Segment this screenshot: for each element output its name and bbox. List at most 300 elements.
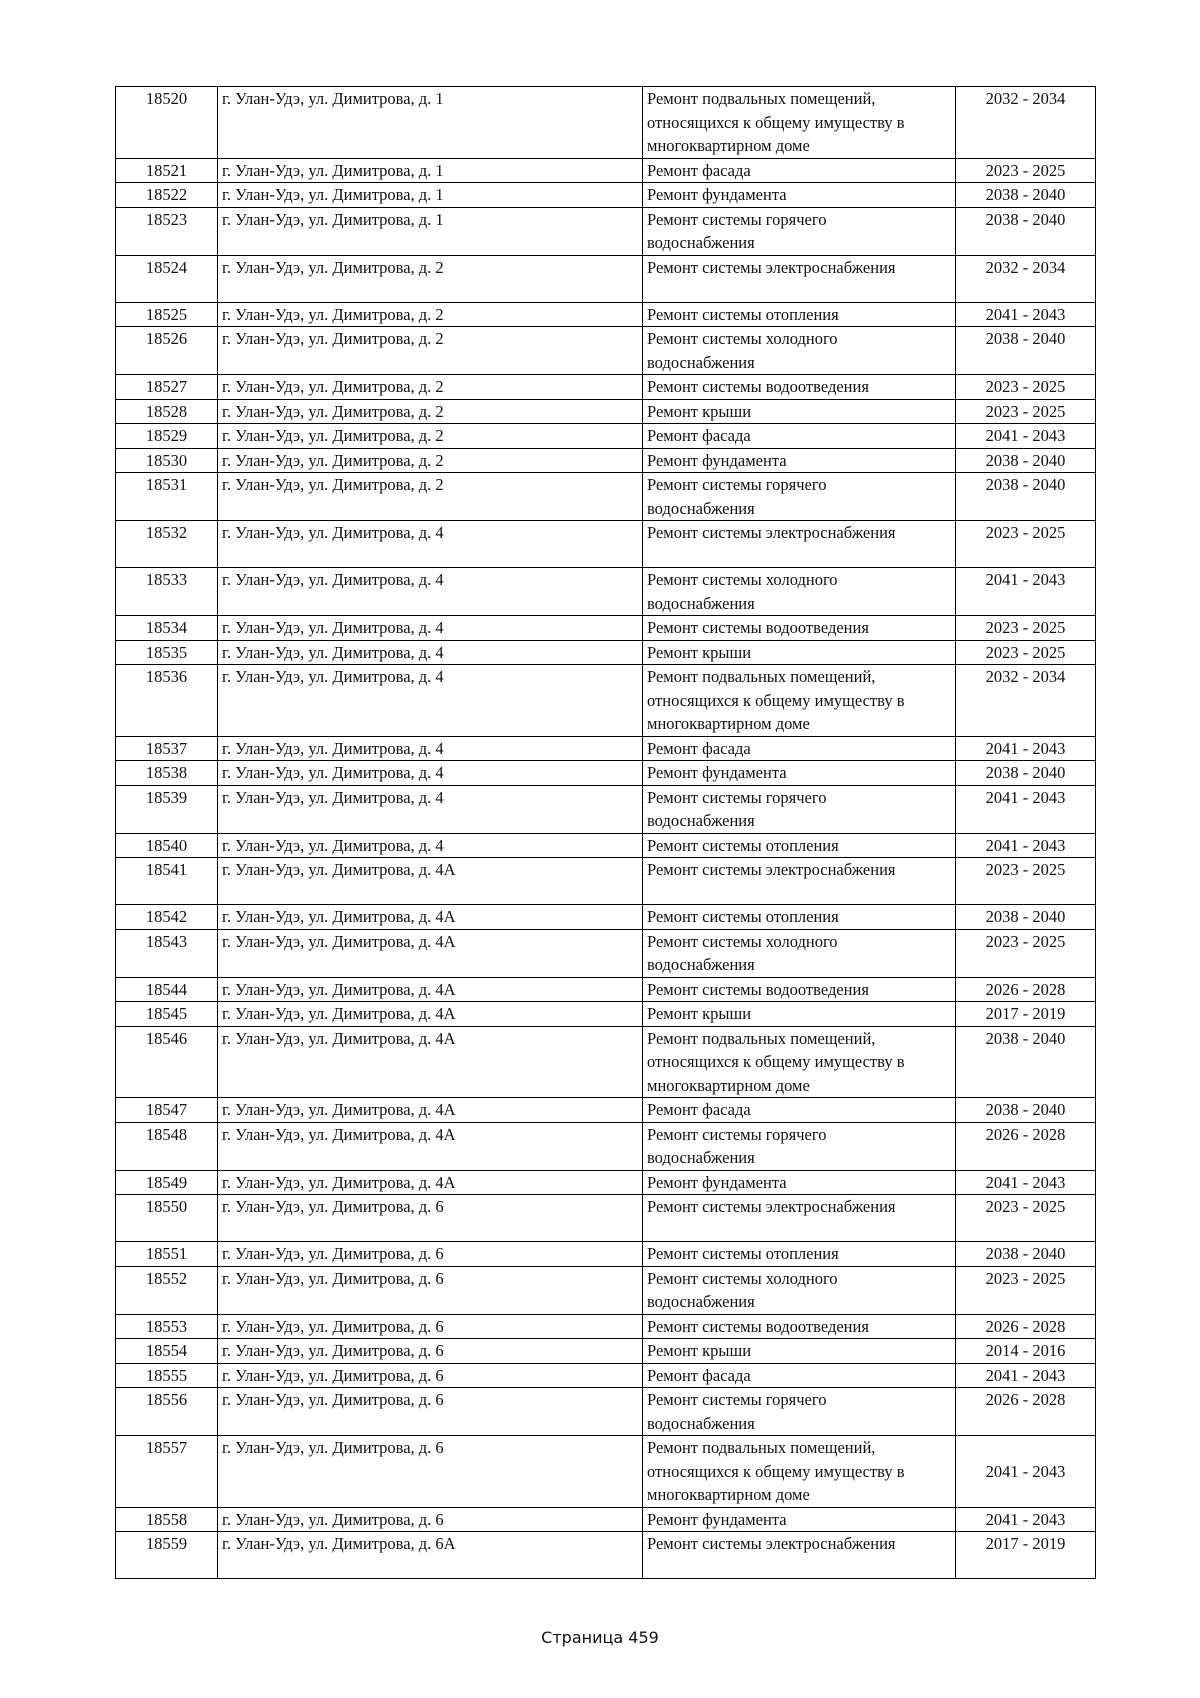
address-cell	[218, 1242, 643, 1267]
address-cell	[218, 375, 643, 400]
address-text: г. Улан-Удэ, ул. Димитрова, д. 1	[222, 185, 444, 204]
row-number-cell	[116, 929, 218, 977]
work-type-text: Ремонт фасада	[647, 426, 751, 445]
row-number-cell	[116, 568, 218, 616]
address-cell	[218, 1507, 643, 1532]
work-type-cell	[643, 1507, 956, 1532]
table-row	[116, 858, 1096, 905]
row-number-text: 18534	[145, 618, 188, 637]
period-text: 2041 - 2043	[985, 1461, 1066, 1481]
row-number-text: 18531	[145, 475, 188, 494]
address-cell	[218, 1388, 643, 1436]
work-type-cell	[643, 1314, 956, 1339]
period-cell	[956, 616, 1096, 641]
table-row	[116, 1122, 1096, 1170]
row-number-text: 18550	[145, 1197, 188, 1216]
period-cell	[956, 424, 1096, 449]
table-row	[116, 1507, 1096, 1532]
table-row	[116, 1170, 1096, 1195]
period-cell	[956, 1098, 1096, 1123]
address-text: г. Улан-Удэ, ул. Димитрова, д. 2	[222, 426, 444, 445]
row-number-cell	[116, 761, 218, 786]
address-cell	[218, 858, 643, 905]
work-type-text: Ремонт системы отопления	[647, 304, 839, 324]
work-type-cell	[643, 158, 956, 183]
period-text: 2014 - 2016	[985, 1341, 1066, 1360]
work-type-text: Ремонт системы горячего водоснабжения	[647, 475, 827, 518]
row-number-text: 18549	[145, 1172, 188, 1192]
address-text: г. Улан-Удэ, ул. Димитрова, д. 6А	[222, 1534, 456, 1553]
period-cell	[956, 977, 1096, 1002]
address-text: г. Улан-Удэ, ул. Димитрова, д. 4А	[222, 1124, 456, 1144]
row-number-cell	[116, 905, 218, 930]
table-body	[116, 87, 1096, 1579]
work-type-cell	[643, 616, 956, 641]
row-number-cell	[116, 858, 218, 905]
period-cell	[956, 255, 1096, 302]
table-row	[116, 1026, 1096, 1098]
address-cell	[218, 448, 643, 473]
table-row	[116, 1314, 1096, 1339]
row-number-cell	[116, 1314, 218, 1339]
period-text: 2017 - 2019	[985, 1534, 1066, 1553]
address-text: г. Улан-Удэ, ул. Димитрова, д. 4А	[222, 979, 456, 999]
address-text: г. Улан-Удэ, ул. Димитрова, д. 6	[222, 1244, 444, 1263]
period-text: 2023 - 2025	[985, 642, 1066, 662]
table-row	[116, 665, 1096, 737]
address-text: г. Улан-Удэ, ул. Димитрова, д. 4А	[222, 931, 456, 951]
period-cell	[956, 1314, 1096, 1339]
address-cell	[218, 977, 643, 1002]
table-row	[116, 1242, 1096, 1267]
period-text: 2038 - 2040	[985, 209, 1066, 229]
address-cell	[218, 616, 643, 641]
row-number-text: 18536	[145, 667, 188, 686]
period-text: 2017 - 2019	[985, 1004, 1066, 1023]
row-number-cell	[116, 1098, 218, 1123]
address-cell	[218, 1436, 643, 1508]
address-cell	[218, 568, 643, 616]
table-row	[116, 736, 1096, 761]
address-cell	[218, 1532, 643, 1579]
period-cell	[956, 568, 1096, 616]
work-type-text: Ремонт крыши	[647, 1341, 752, 1360]
address-text: г. Улан-Удэ, ул. Димитрова, д. 4	[222, 787, 444, 807]
address-text: г. Улан-Удэ, ул. Димитрова, д. 1	[222, 209, 444, 229]
table-row	[116, 1002, 1096, 1027]
work-type-cell	[643, 1532, 956, 1579]
row-number-text: 18532	[145, 523, 188, 542]
period-cell	[956, 448, 1096, 473]
row-number-cell	[116, 375, 218, 400]
period-cell	[956, 785, 1096, 833]
work-type-cell	[643, 785, 956, 833]
row-number-cell	[116, 1266, 218, 1314]
row-number-cell	[116, 1195, 218, 1242]
row-number-text: 18538	[145, 763, 188, 782]
period-cell	[956, 640, 1096, 665]
work-type-cell	[643, 448, 956, 473]
row-number-text: 18558	[145, 1509, 188, 1529]
work-type-text: Ремонт крыши	[647, 1004, 752, 1023]
work-type-cell	[643, 302, 956, 327]
work-type-text: Ремонт подвальных помещений, относящихся к общему имуществу в многоквартирном доме	[647, 667, 905, 733]
address-cell	[218, 665, 643, 737]
row-number-cell	[116, 616, 218, 641]
row-number-cell	[116, 785, 218, 833]
address-text: г. Улан-Удэ, ул. Димитрова, д. 2	[222, 401, 444, 421]
row-number-text: 18537	[145, 738, 188, 758]
period-text: 2038 - 2040	[985, 329, 1066, 348]
period-cell	[956, 1026, 1096, 1098]
work-type-cell	[643, 327, 956, 375]
address-text: г. Улан-Удэ, ул. Димитрова, д. 2	[222, 475, 444, 494]
work-type-cell	[643, 1098, 956, 1123]
address-cell	[218, 1098, 643, 1123]
period-cell	[956, 1266, 1096, 1314]
address-cell	[218, 833, 643, 858]
address-text: г. Улан-Удэ, ул. Димитрова, д. 4	[222, 738, 444, 758]
address-cell	[218, 640, 643, 665]
work-type-text: Ремонт фундамента	[647, 763, 787, 782]
address-text: г. Улан-Удэ, ул. Димитрова, д. 6	[222, 1438, 444, 1457]
work-type-cell	[643, 1195, 956, 1242]
work-type-cell	[643, 424, 956, 449]
row-number-text: 18547	[145, 1100, 188, 1119]
row-number-cell	[116, 1339, 218, 1364]
work-type-cell	[643, 833, 956, 858]
address-text: г. Улан-Удэ, ул. Димитрова, д. 6	[222, 1316, 444, 1336]
row-number-cell	[116, 1002, 218, 1027]
work-type-cell	[643, 1122, 956, 1170]
table-row	[116, 1195, 1096, 1242]
address-text: г. Улан-Удэ, ул. Димитрова, д. 2	[222, 377, 444, 396]
period-text: 2038 - 2040	[985, 907, 1066, 926]
period-text: 2041 - 2043	[985, 304, 1066, 324]
address-cell	[218, 1122, 643, 1170]
row-number-text: 18525	[145, 304, 188, 324]
work-type-text: Ремонт фасада	[647, 160, 751, 180]
row-number-cell	[116, 424, 218, 449]
row-number-text: 18559	[145, 1534, 188, 1553]
table-row	[116, 1436, 1096, 1508]
table-row	[116, 399, 1096, 424]
table-row	[116, 327, 1096, 375]
table-row	[116, 255, 1096, 302]
work-type-text: Ремонт фасада	[647, 738, 751, 758]
period-text: 2038 - 2040	[985, 450, 1066, 470]
period-cell	[956, 1363, 1096, 1388]
work-type-cell	[643, 1170, 956, 1195]
row-number-text: 18540	[145, 835, 188, 855]
period-text: 2032 - 2034	[985, 257, 1066, 277]
period-text: 2026 - 2028	[985, 1390, 1066, 1409]
row-number-text: 18527	[145, 377, 188, 396]
address-cell	[218, 1339, 643, 1364]
period-text: 2023 - 2025	[985, 401, 1066, 421]
address-cell	[218, 736, 643, 761]
period-text: 2026 - 2028	[985, 1124, 1066, 1144]
address-cell	[218, 1170, 643, 1195]
period-cell	[956, 1122, 1096, 1170]
work-type-text: Ремонт системы холодного водоснабжения	[647, 931, 838, 974]
address-text: г. Улан-Удэ, ул. Димитрова, д. 1	[222, 89, 444, 108]
work-type-cell	[643, 1363, 956, 1388]
work-type-text: Ремонт системы холодного водоснабжения	[647, 1268, 838, 1311]
row-number-cell	[116, 1388, 218, 1436]
address-cell	[218, 399, 643, 424]
address-text: г. Улан-Удэ, ул. Димитрова, д. 6	[222, 1390, 444, 1409]
row-number-cell	[116, 833, 218, 858]
table-row	[116, 521, 1096, 568]
address-cell	[218, 302, 643, 327]
period-cell	[956, 87, 1096, 159]
period-text: 2041 - 2043	[985, 787, 1066, 807]
period-cell	[956, 929, 1096, 977]
row-number-text: 18524	[145, 257, 188, 277]
work-type-cell	[643, 761, 956, 786]
work-type-cell	[643, 1388, 956, 1436]
period-text: 2038 - 2040	[985, 1244, 1066, 1263]
row-number-cell	[116, 87, 218, 159]
period-cell	[956, 375, 1096, 400]
row-number-text: 18521	[145, 160, 188, 180]
table-row	[116, 448, 1096, 473]
period-cell	[956, 905, 1096, 930]
period-cell	[956, 1507, 1096, 1532]
period-cell	[956, 736, 1096, 761]
period-cell	[956, 302, 1096, 327]
period-text: 2023 - 2025	[985, 1268, 1066, 1288]
address-text: г. Улан-Удэ, ул. Димитрова, д. 4	[222, 570, 444, 589]
table-row	[116, 424, 1096, 449]
address-cell	[218, 1363, 643, 1388]
address-cell	[218, 785, 643, 833]
period-text: 2041 - 2043	[985, 738, 1066, 758]
table-row	[116, 158, 1096, 183]
period-text: 2041 - 2043	[985, 1172, 1066, 1192]
row-number-text: 18535	[145, 642, 188, 662]
row-number-text: 18545	[145, 1004, 188, 1023]
address-text: г. Улан-Удэ, ул. Димитрова, д. 4А	[222, 1100, 456, 1119]
work-type-cell	[643, 255, 956, 302]
period-cell	[956, 158, 1096, 183]
row-number-cell	[116, 448, 218, 473]
row-number-cell	[116, 736, 218, 761]
row-number-cell	[116, 521, 218, 568]
address-text: г. Улан-Удэ, ул. Димитрова, д. 4	[222, 618, 444, 637]
row-number-text: 18528	[145, 401, 188, 421]
row-number-text: 18530	[145, 450, 188, 470]
row-number-cell	[116, 1026, 218, 1098]
row-number-cell	[116, 1532, 218, 1579]
row-number-cell	[116, 1242, 218, 1267]
period-cell	[956, 833, 1096, 858]
period-cell	[956, 1339, 1096, 1364]
row-number-text: 18539	[145, 787, 188, 807]
work-type-cell	[643, 568, 956, 616]
table-row	[116, 183, 1096, 208]
row-number-text: 18546	[145, 1028, 188, 1048]
table-row	[116, 1266, 1096, 1314]
period-cell	[956, 1002, 1096, 1027]
work-type-cell	[643, 929, 956, 977]
period-cell	[956, 183, 1096, 208]
repair-schedule-table	[115, 86, 1096, 1579]
table-row	[116, 568, 1096, 616]
work-type-cell	[643, 399, 956, 424]
period-cell	[956, 1242, 1096, 1267]
row-number-cell	[116, 1122, 218, 1170]
period-text: 2041 - 2043	[985, 570, 1066, 589]
row-number-text: 18520	[145, 89, 188, 108]
period-text: 2023 - 2025	[985, 523, 1066, 542]
period-text: 2041 - 2043	[985, 1509, 1066, 1529]
address-cell	[218, 1314, 643, 1339]
period-cell	[956, 473, 1096, 521]
table-row	[116, 1098, 1096, 1123]
work-type-text: Ремонт системы отопления	[647, 907, 839, 926]
work-type-cell	[643, 1242, 956, 1267]
table-row	[116, 785, 1096, 833]
address-text: г. Улан-Удэ, ул. Димитрова, д. 4	[222, 523, 444, 542]
row-number-text: 18541	[145, 860, 188, 879]
work-type-text: Ремонт системы горячего водоснабжения	[647, 787, 827, 830]
address-text: г. Улан-Удэ, ул. Димитрова, д. 4	[222, 642, 444, 662]
work-type-text: Ремонт фундамента	[647, 185, 787, 204]
work-type-text: Ремонт системы водоотведения	[647, 1316, 869, 1336]
address-text: г. Улан-Удэ, ул. Димитрова, д. 2	[222, 304, 444, 324]
work-type-cell	[643, 640, 956, 665]
period-cell	[956, 1532, 1096, 1579]
work-type-text: Ремонт крыши	[647, 642, 752, 662]
page-number-label: Страница 459	[541, 1628, 659, 1647]
work-type-text: Ремонт фундамента	[647, 1509, 787, 1529]
address-cell	[218, 1026, 643, 1098]
period-text: 2038 - 2040	[985, 185, 1066, 204]
address-cell	[218, 521, 643, 568]
work-type-text: Ремонт системы водоотведения	[647, 618, 869, 637]
work-type-cell	[643, 736, 956, 761]
row-number-text: 18551	[145, 1244, 188, 1263]
address-cell	[218, 1002, 643, 1027]
table-row	[116, 207, 1096, 255]
row-number-text: 18556	[145, 1390, 188, 1409]
address-cell	[218, 327, 643, 375]
work-type-cell	[643, 375, 956, 400]
period-text: 2023 - 2025	[985, 860, 1066, 879]
address-cell	[218, 473, 643, 521]
table-row	[116, 87, 1096, 159]
work-type-text: Ремонт фундамента	[647, 1172, 787, 1192]
work-type-text: Ремонт подвальных помещений, относящихся к общему имуществу в многоквартирном доме	[647, 1028, 905, 1095]
row-number-cell	[116, 207, 218, 255]
period-text: 2041 - 2043	[985, 1365, 1066, 1385]
address-cell	[218, 1266, 643, 1314]
table-row	[116, 977, 1096, 1002]
work-type-cell	[643, 905, 956, 930]
address-text: г. Улан-Удэ, ул. Димитрова, д. 6	[222, 1365, 444, 1385]
table-row	[116, 375, 1096, 400]
period-cell	[956, 327, 1096, 375]
work-type-cell	[643, 87, 956, 159]
work-type-text: Ремонт системы электроснабжения	[647, 860, 896, 879]
address-cell	[218, 255, 643, 302]
table-row	[116, 616, 1096, 641]
row-number-text: 18523	[145, 209, 188, 229]
address-text: г. Улан-Удэ, ул. Димитрова, д. 6	[222, 1268, 444, 1288]
address-cell	[218, 207, 643, 255]
row-number-cell	[116, 640, 218, 665]
row-number-cell	[116, 327, 218, 375]
period-text: 2038 - 2040	[985, 763, 1066, 782]
address-text: г. Улан-Удэ, ул. Димитрова, д. 4А	[222, 1004, 456, 1023]
work-type-cell	[643, 1002, 956, 1027]
table-row	[116, 929, 1096, 977]
table-row	[116, 640, 1096, 665]
table-row	[116, 905, 1096, 930]
period-cell	[956, 207, 1096, 255]
table-row	[116, 1388, 1096, 1436]
period-text: 2026 - 2028	[985, 979, 1066, 999]
work-type-cell	[643, 1436, 956, 1508]
work-type-text: Ремонт системы холодного водоснабжения	[647, 570, 838, 613]
work-type-text: Ремонт системы электроснабжения	[647, 257, 896, 277]
period-cell	[956, 1388, 1096, 1436]
work-type-text: Ремонт системы холодного водоснабжения	[647, 329, 838, 372]
row-number-text: 18548	[145, 1124, 188, 1144]
work-type-text: Ремонт фундамента	[647, 450, 787, 470]
work-type-text: Ремонт подвальных помещений, относящихся к общему имуществу в многоквартирном доме	[647, 1438, 905, 1504]
address-cell	[218, 424, 643, 449]
row-number-text: 18543	[145, 931, 188, 951]
work-type-cell	[643, 665, 956, 737]
period-text: 2032 - 2034	[985, 667, 1066, 686]
period-text: 2023 - 2025	[985, 377, 1066, 396]
row-number-cell	[116, 665, 218, 737]
work-type-text: Ремонт системы горячего водоснабжения	[647, 209, 827, 252]
page-footer	[0, 1628, 1200, 1647]
period-cell	[956, 399, 1096, 424]
work-type-text: Ремонт системы водоотведения	[647, 979, 869, 999]
row-number-cell	[116, 183, 218, 208]
period-text: 2041 - 2043	[985, 426, 1066, 445]
period-text: 2032 - 2034	[985, 89, 1066, 108]
work-type-text: Ремонт системы отопления	[647, 1244, 839, 1263]
work-type-text: Ремонт крыши	[647, 401, 752, 421]
address-text: г. Улан-Удэ, ул. Димитрова, д. 4	[222, 763, 444, 782]
row-number-cell	[116, 302, 218, 327]
address-text: г. Улан-Удэ, ул. Димитрова, д. 2	[222, 329, 444, 348]
row-number-cell	[116, 1170, 218, 1195]
work-type-text: Ремонт системы электроснабжения	[647, 1534, 896, 1553]
table-row	[116, 1363, 1096, 1388]
table-row	[116, 1532, 1096, 1579]
address-text: г. Улан-Удэ, ул. Димитрова, д. 4	[222, 835, 444, 855]
period-cell	[956, 665, 1096, 737]
address-cell	[218, 929, 643, 977]
period-cell	[956, 1170, 1096, 1195]
work-type-text: Ремонт системы электроснабжения	[647, 523, 896, 542]
work-type-cell	[643, 1026, 956, 1098]
row-number-text: 18522	[145, 185, 188, 204]
row-number-text: 18557	[145, 1438, 188, 1457]
work-type-cell	[643, 183, 956, 208]
address-text: г. Улан-Удэ, ул. Димитрова, д. 4А	[222, 907, 456, 926]
address-cell	[218, 183, 643, 208]
work-type-text: Ремонт системы горячего водоснабжения	[647, 1124, 827, 1167]
row-number-text: 18544	[145, 979, 188, 999]
